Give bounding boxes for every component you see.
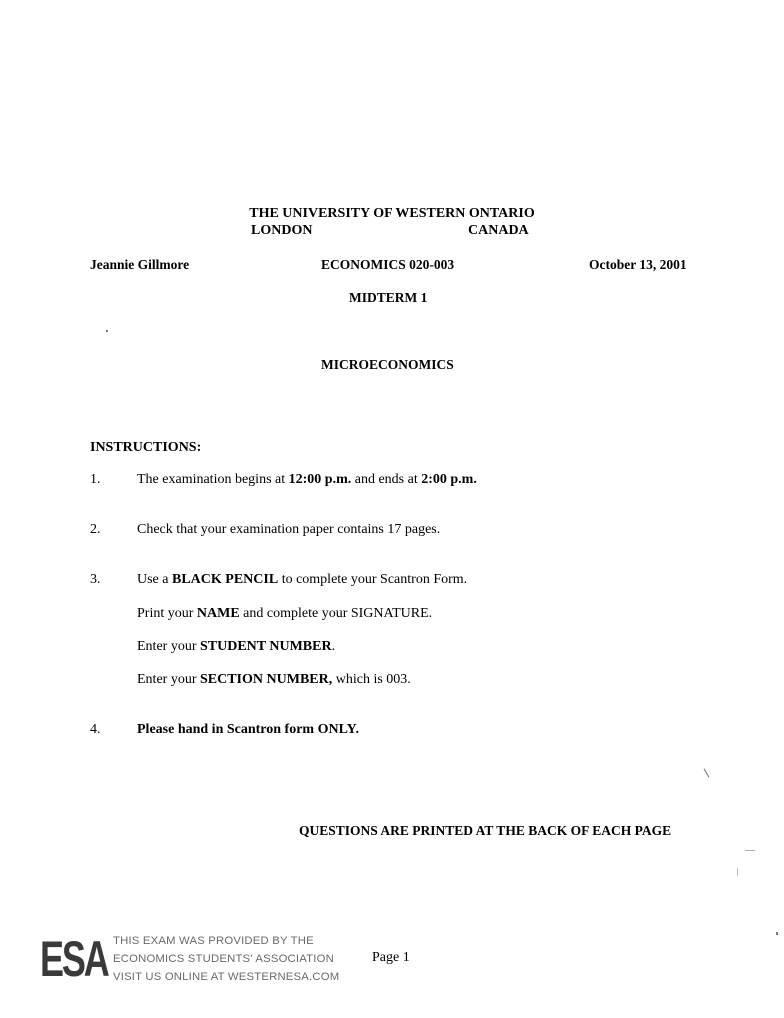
item-bold-text: NAME — [196, 606, 240, 621]
exam-date: October 13, 2001 — [589, 257, 687, 272]
item-bold-text: STUDENT NUMBER — [199, 639, 332, 654]
country: CANADA — [468, 223, 529, 238]
item-number: 3. — [90, 572, 101, 587]
page-number: Page 1 — [372, 950, 410, 965]
item-number: 2. — [90, 522, 101, 537]
scan-speck — [106, 330, 108, 332]
item-number: 1. — [90, 472, 101, 487]
item-text: which is 003. — [332, 672, 411, 687]
exam-title: MIDTERM 1 — [349, 290, 428, 305]
scan-speck — [737, 868, 738, 876]
instruction-item-3-line-3 — [137, 639, 335, 655]
esa-logo: ESA — [40, 931, 108, 987]
item-text: and complete your SIGNATURE. — [239, 606, 433, 621]
instructor-name: Jeannie Gillmore — [90, 257, 190, 272]
subject-title: MICROECONOMICS — [321, 357, 454, 372]
scan-speck — [745, 850, 755, 851]
scan-speck — [776, 932, 778, 935]
back-of-page-notice: QUESTIONS ARE PRINTED AT THE BACK OF EACH PAGE — [299, 823, 672, 838]
instruction-item-2: Check that your examination paper contains 17 pages. — [137, 522, 441, 537]
scan-speck — [704, 768, 710, 777]
esa-notice — [113, 932, 339, 986]
item-text: The examination begins at — [137, 472, 289, 487]
city: LONDON — [251, 223, 313, 238]
university-title: THE UNIVERSITY OF WESTERN ONTARIO — [249, 206, 535, 221]
start-time: 12:00 p.m. — [288, 472, 352, 487]
instruction-item-4: Please hand in Scantron form ONLY. — [137, 722, 359, 737]
instruction-item-3-line-2 — [137, 606, 432, 622]
item-text: and ends at — [351, 472, 422, 487]
instruction-item-1 — [137, 472, 477, 488]
esa-line: VISIT US ONLINE AT WESTERNESA.COM — [113, 971, 340, 983]
instructions-heading: INSTRUCTIONS: — [90, 440, 202, 455]
item-text: Enter your — [137, 639, 200, 654]
item-text: to complete your Scantron Form. — [278, 572, 468, 587]
course-code: ECONOMICS 020-003 — [321, 257, 455, 272]
esa-line: ECONOMICS STUDENTS' ASSOCIATION — [113, 953, 334, 965]
item-text: Print your — [137, 606, 197, 621]
instruction-item-3-line-4 — [137, 672, 411, 688]
item-bold-text: SECTION NUMBER, — [199, 672, 333, 687]
item-bold-text: BLACK PENCIL — [172, 572, 279, 587]
item-text: Enter your — [137, 672, 200, 687]
item-number: 4. — [90, 722, 101, 737]
item-text: Use a — [137, 572, 172, 587]
esa-line: THIS EXAM WAS PROVIDED BY THE — [113, 935, 314, 947]
instruction-item-3-line-1 — [137, 572, 467, 588]
end-time: 2:00 p.m. — [421, 472, 477, 487]
item-text: . — [331, 639, 336, 654]
